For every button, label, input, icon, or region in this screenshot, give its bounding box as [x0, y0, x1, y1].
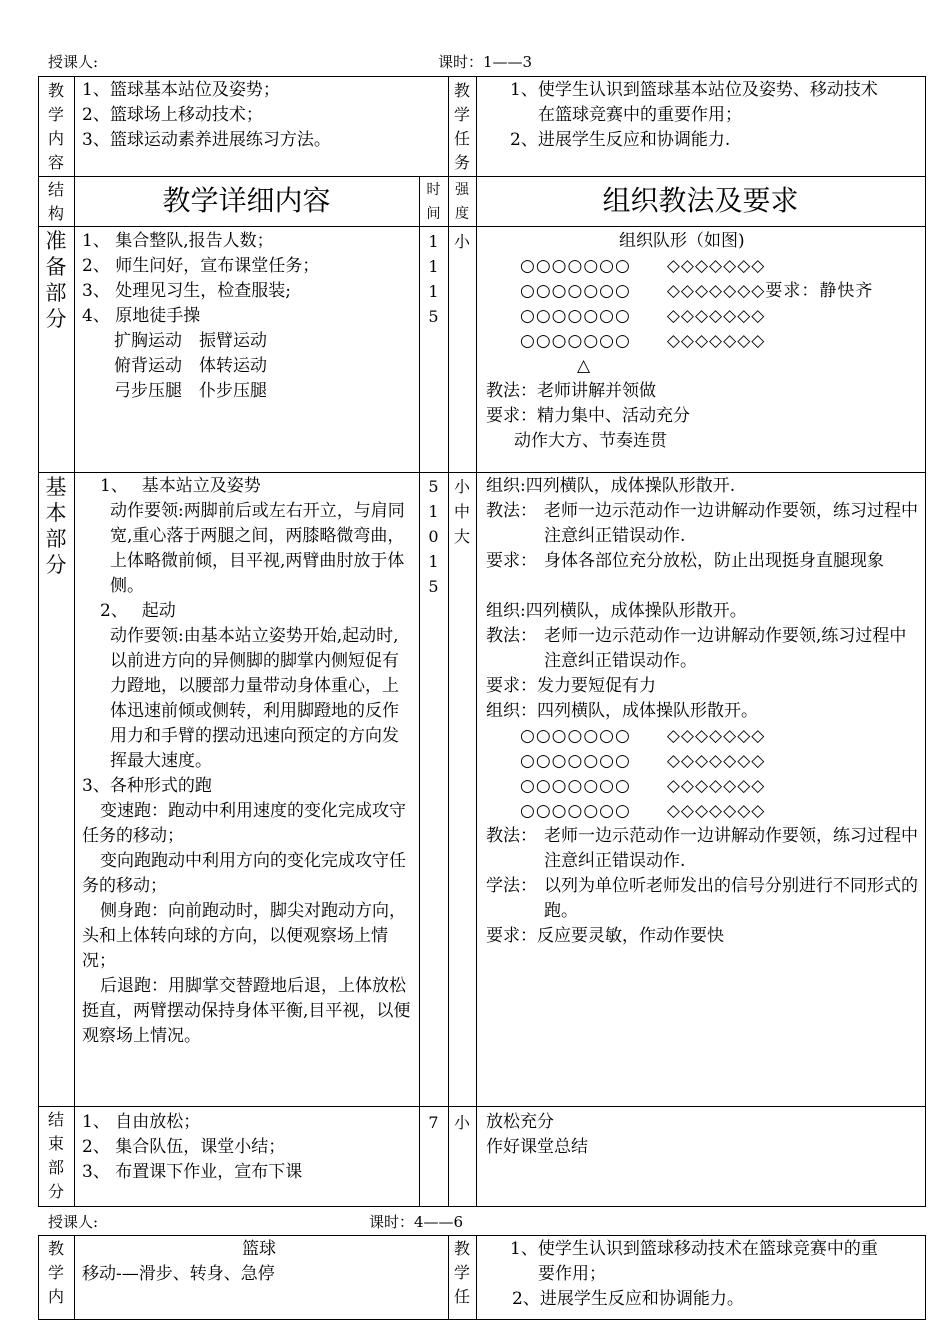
basic-heading: 1、 基本站立及姿势: [100, 476, 261, 496]
end-note: 作好课堂总结: [486, 1137, 588, 1157]
basic-intensity: 小 中 大: [453, 477, 470, 546]
content-title: 篮球: [242, 1239, 276, 1259]
basic-paragraph: 动作要领:两脚前后或左右开立，与肩同宽,重心落于两腿之间，两膝略微弯曲，上体略微前倾，目平视,两臂曲肘放于体侧。: [110, 501, 405, 596]
row-label-content: 教 学 内: [47, 1239, 64, 1306]
end-intensity: 小: [453, 1113, 470, 1132]
formation-row: ○○○○○○○ ◇◇◇◇◇◇◇: [520, 776, 766, 796]
end-time: 7: [428, 1113, 439, 1132]
formation-row: ○○○○○○○ ◇◇◇◇◇◇◇: [520, 726, 766, 746]
task-item: 1、使学生认识到篮球基本站位及姿势、移动技术: [510, 80, 878, 100]
basic-requirement: 要求：发力要短促有力: [486, 676, 656, 696]
end-note: 放松充分: [486, 1112, 554, 1132]
basic-heading: 3、各种形式的跑: [82, 776, 212, 796]
prep-requirement: 动作大方、节奏连贯: [514, 431, 667, 451]
content-item: 移动-—滑步、转身、急停: [82, 1264, 275, 1284]
prep-intensity: 小: [453, 232, 470, 251]
task-item: 1、使学生认识到篮球移动技术在篮球竞赛中的重: [510, 1239, 878, 1259]
row-label-content: 教 学 内 容: [47, 81, 64, 172]
basic-learning-method: 学法： 以列为单位听老师发出的信号分别进行不同形式的跑。: [486, 876, 918, 921]
basic-method: 教法： 老师一边示范动作一边讲解动作要领,练习过程中注意纠正错误动作。: [486, 626, 907, 671]
basic-paragraph: 动作要领:由基本站立姿势开始,起动时,以前进方向的异侧脚的脚掌内侧短促有力蹬地，以腰部力量带动身体重心，上体迅速前倾或侧转，利用脚蹬地的反作用力和手臂的摆动迅速向预定的方向发挥最大速度。: [110, 626, 399, 771]
basic-organization: 组织：四列横队，成体操队形散开。: [486, 701, 758, 721]
basic-requirement: 要求：反应要灵敏，作动作要快: [486, 926, 724, 946]
time-label: 时 间: [426, 182, 441, 222]
teacher-label: 授课人:: [48, 53, 99, 71]
method-title: 组织教法及要求: [602, 184, 799, 217]
teacher-triangle-icon: △: [577, 356, 591, 376]
formation-row: ○○○○○○○ ◇◇◇◇◇◇◇: [520, 801, 766, 821]
basic-organization: 组织:四列横队，成体操队形散开。: [486, 601, 747, 621]
prep-item: 1、 集合整队,报告人数；: [82, 231, 274, 251]
task-item: 在篮球竞赛中的重要作用；: [538, 105, 742, 125]
formation-row: ○○○○○○○ ◇◇◇◇◇◇◇: [520, 306, 766, 326]
intensity-label: 强 度: [455, 182, 469, 222]
task-item: 2、进展学生反应和协调能力。: [512, 1289, 744, 1309]
hours-label: 课时：1——3: [438, 53, 533, 71]
prep-item: 4、 原地徒手操: [82, 306, 201, 326]
prep-label: 准 备 部 分: [45, 229, 67, 331]
prep-requirement: 要求：精力集中、活动充分: [486, 406, 690, 426]
row-label-task: 教 学 任 务: [453, 81, 470, 172]
structure-label: 结 构: [47, 180, 64, 223]
basic-organization: 组织:四列横队，成体操队形散开.: [486, 476, 736, 496]
basic-paragraph: 后退跑：用脚掌交替蹬地后退，上体放松挺直，两臂摆动保持身体平衡,目平视，以便观察场上情况。: [82, 976, 411, 1046]
basic-requirement: 要求： 身体各部位充分放松，防止出现挺身直腿现象: [486, 551, 884, 571]
end-item: 3、 布置课下作业，宣布下课: [82, 1162, 303, 1182]
content-item: 1、篮球基本站位及姿势；: [82, 80, 280, 100]
basic-paragraph: 侧身跑：向前跑动时，脚尖对跑动方向，头和上体转向球的方向，以便观察场上情况；: [82, 901, 406, 971]
basic-time: 5 1 0 1 5: [428, 477, 439, 596]
basic-label: 基 本 部 分: [45, 475, 67, 577]
basic-method: 教法： 老师一边示范动作一边讲解动作要领，练习过程中注意纠正错误动作.: [486, 501, 918, 546]
task-item: 要作用；: [538, 1264, 606, 1284]
formation-title: 组织队形（如图): [619, 231, 745, 251]
prep-item: 3、 处理见习生，检查服装;: [82, 281, 291, 301]
content-item: 3、篮球运动素养进展练习方法。: [82, 130, 331, 150]
teacher-label: 授课人:: [48, 1213, 99, 1231]
basic-heading: 2、 起动: [100, 601, 176, 621]
end-item: 1、 自由放松；: [82, 1112, 201, 1132]
end-label: 结 束 部 分: [47, 1110, 64, 1201]
basic-paragraph: 变向跑跑动中利用方向的变化完成攻守任务的移动；: [82, 851, 406, 896]
formation-row: ○○○○○○○ ◇◇◇◇◇◇◇要求：静快齐: [520, 281, 874, 301]
hours-label: 课时：4——6: [369, 1213, 464, 1231]
formation-row: ○○○○○○○ ◇◇◇◇◇◇◇: [520, 256, 766, 276]
prep-time: 1 1 1 5: [428, 232, 439, 326]
prep-exercise: 弓步压腿 仆步压腿: [114, 381, 267, 401]
content-title: 教学详细内容: [162, 184, 331, 217]
formation-row: ○○○○○○○ ◇◇◇◇◇◇◇: [520, 751, 766, 771]
prep-exercise: 俯背运动 体转运动: [114, 356, 267, 376]
prep-exercise: 扩胸运动 振臂运动: [114, 331, 267, 351]
formation-row: ○○○○○○○ ◇◇◇◇◇◇◇: [520, 331, 766, 351]
row-label-task: 教 学 任: [453, 1239, 470, 1306]
prep-method: 教法：老师讲解并领做: [486, 381, 656, 401]
prep-item: 2、 师生问好，宣布课堂任务；: [82, 256, 320, 276]
content-item: 2、篮球场上移动技术；: [82, 105, 263, 125]
basic-method: 教法： 老师一边示范动作一边讲解动作要领，练习过程中注意纠正错误动作.: [486, 826, 918, 871]
end-item: 2、 集合队伍，课堂小结；: [82, 1137, 286, 1157]
task-item: 2、进展学生反应和协调能力.: [510, 130, 731, 150]
basic-paragraph: 变速跑：跑动中利用速度的变化完成攻守任务的移动；: [82, 801, 406, 846]
